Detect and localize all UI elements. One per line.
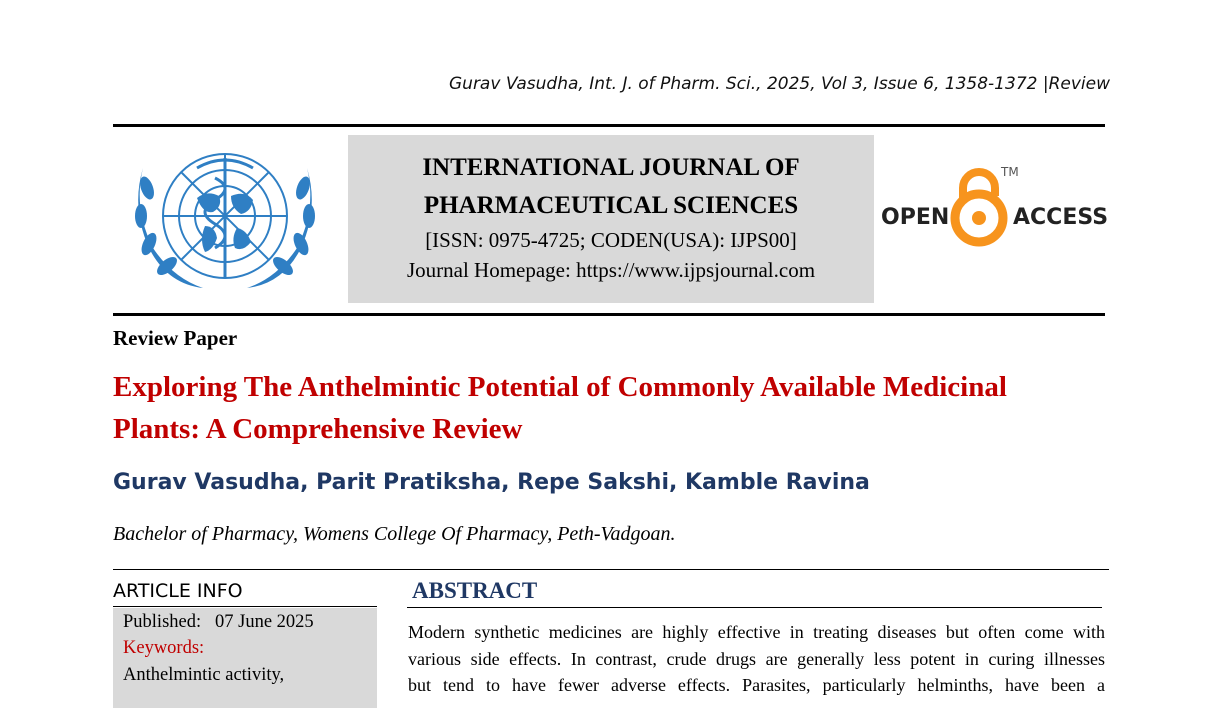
author-list: Gurav Vasudha, Parit Pratiksha, Repe Sakshi, Kamble Ravina [113, 470, 870, 495]
abstract-text [408, 619, 1105, 699]
paper-type-label: Review Paper [113, 326, 238, 350]
header-bottom-rule [113, 313, 1105, 316]
paper-title [113, 366, 1113, 450]
article-info-box [113, 608, 377, 708]
journal-issn: [ISSN: 0975-4725; CODEN(USA): IJPS00] [425, 228, 797, 252]
abstract-heading: ABSTRACT [412, 578, 538, 603]
open-access-logo [879, 166, 1111, 250]
abstract-line: Modern synthetic medicines are highly effective in treating diseases but often come with [408, 622, 1105, 642]
paper-title-line2: Plants: A Comprehensive Review [113, 413, 523, 445]
trademark-mark: TM [1001, 166, 1019, 179]
published-row [123, 612, 314, 633]
journal-title-line1: INTERNATIONAL JOURNAL OF [422, 154, 800, 181]
open-access-right-text: ACCESS [1013, 205, 1109, 230]
journal-title-line2: PHARMACEUTICAL SCIENCES [423, 192, 799, 219]
article-info-heading: ARTICLE INFO [113, 580, 243, 602]
abstract-line: various side effects. In contrast, crude drugs are generally less potent in curing illnesses [408, 648, 1105, 669]
un-emblem-logo [127, 138, 323, 304]
published-date: 07 June 2025 [215, 612, 314, 632]
journal-header-box [348, 135, 874, 303]
open-access-left-text: OPEN [881, 205, 950, 230]
abstract-rule [407, 607, 1102, 608]
padlock-keyhole-icon [972, 211, 986, 225]
header-top-rule [113, 124, 1105, 127]
running-citation: Gurav Vasudha, Int. J. of Pharm. Sci., 2025, Vol 3, Issue 6, 1358-1372 |Review [449, 74, 1110, 94]
keywords-label: Keywords: [123, 638, 205, 658]
paper-title-line1: Exploring The Anthelmintic Potential of Commonly Available Medicinal [113, 371, 1007, 403]
section-divider [113, 569, 1109, 570]
published-label: Published: [123, 612, 202, 632]
affiliation: Bachelor of Pharmacy, Womens College Of Pharmacy, Peth-Vadgoan. [113, 523, 676, 545]
article-info-rule [113, 606, 377, 607]
abstract-line: but tend to have fewer adverse effects. Parasites, particularly helminths, have been a [408, 675, 1105, 695]
journal-homepage: Journal Homepage: https://www.ijpsjournal.com [406, 258, 816, 282]
keyword-item: Anthelmintic activity, [123, 665, 285, 685]
